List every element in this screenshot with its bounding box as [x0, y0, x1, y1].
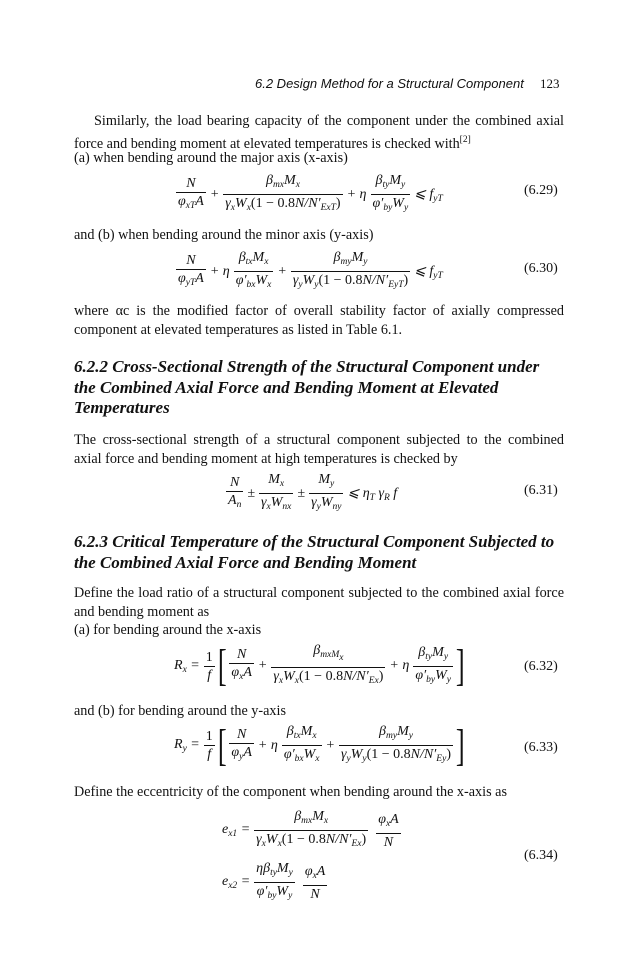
case-b-y-axis: and (b) for bending around the y-axis	[74, 703, 286, 719]
citation: [2]	[459, 134, 471, 145]
eq-number-6-32: (6.32)	[524, 659, 558, 674]
equation-6-32: $R_x$ = $\frac{1}{f}$ [ $\frac{N}{\varphi_xA}$ + $\frac{\beta_{mxM_x}}{\gamma_xW_x(1 - 0.8N/N'_{Ex})}$ + η $\frac{\beta_{ty}M_y}{\varphi'_{by}W_y}$ ]	[174, 641, 465, 690]
intro-paragraph	[74, 112, 564, 153]
equation-6-30: $\frac{N}{\varphi_{yT}A}$ + η $\frac{\beta_{tx}M_x}{\varphi'_{bx}W_x}$ + $\frac{\beta_{my}M_y}{\gamma_yW_y(1 - 0.8N/N'_{EyT})}$ ⩽ $f_{yT}$	[178, 250, 443, 290]
case-a-x-axis: (a) for bending around the x-axis	[74, 622, 262, 638]
equation-6-33: $R_y$ = $\frac{1}{f}$ [ $\frac{N}{\varphi_yA}$ + η $\frac{\beta_{tx}M_x}{\varphi'_{bx}W_x}$ + $\frac{\beta_{my}M_y}{\gamma_yW_y(1 - 0.8N/N'_{Ey})}$ ]	[174, 720, 465, 770]
section-6-2-2-paragraph: The cross-sectional strength of a structural component subjected to the combined axial force and bending moment at high temperatures is checked by	[74, 432, 564, 467]
running-header-title: 6.2 Design Method for a Structural Component	[255, 76, 524, 91]
eq-number-6-30: (6.30)	[524, 261, 558, 276]
section-heading-6-2-3: 6.2.3 Critical Temperature of the Structural Component Subjected to the Combined Axial Force and Bending Moment	[74, 532, 555, 572]
eq-number-6-31: (6.31)	[524, 483, 558, 498]
eq-number-6-33: (6.33)	[524, 740, 558, 755]
where-paragraph: where αc is the modified factor of overall stability factor of axially compressed component at elevated temperatures as listed in Table 6.1.	[74, 303, 564, 338]
eccentricity-paragraph: Define the eccentricity of the component when bending around the x-axis as	[74, 784, 507, 800]
case-a-major-axis: (a) when bending around the major axis (x-axis)	[74, 150, 348, 166]
eq-number-6-29: (6.29)	[524, 183, 558, 198]
equation-6-34-ex1: $e_{x1}$ = $\frac{\beta_{mx}M_x}{\gamma_xW_x(1 - 0.8N/N'_{Ex})}$ $\frac{\varphi_xA}{N}$	[222, 809, 399, 850]
page-number: 123	[540, 76, 560, 91]
section-heading-6-2-2: 6.2.2 Cross-Sectional Strength of the Structural Component under the Combined Axial Force and Bending Moment at Elevated Temperatures	[74, 357, 540, 417]
eq-number-6-34: (6.34)	[524, 848, 558, 863]
equation-6-29: $\frac{N}{\varphi_{xT}A}$ + $\frac{\beta_{mx}M_x}{\gamma_xW_x(1 - 0.8N/N'_{ExT})}$ + η $\frac{\beta_{ty}M_y}{\varphi'_{by}W_y}$ ⩽ $f_{yT}$	[178, 173, 443, 213]
equation-6-31: $\frac{N}{A_n}$ ± $\frac{M_x}{\gamma_xW_{nx}}$ ± $\frac{M_y}{\gamma_yW_{ny}}$ ⩽ $\eta_T$ $\gamma_R$ f	[228, 472, 398, 512]
intro-text: Similarly, the load bearing capacity of the component under the combined axial force and bending moment at elevated temperatures is checked with	[74, 113, 564, 152]
section-6-2-3-paragraph: Define the load ratio of a structural component subjected to the combined axial force and bending moment as	[74, 585, 564, 620]
case-b-minor-axis: and (b) when bending around the minor axis (y-axis)	[74, 227, 374, 243]
equation-6-34-ex2: $e_{x2}$ = $\frac{\eta\beta_{ty}M_y}{\varphi'_{by}W_y}$ $\frac{\varphi_xA}{N}$	[222, 861, 326, 902]
